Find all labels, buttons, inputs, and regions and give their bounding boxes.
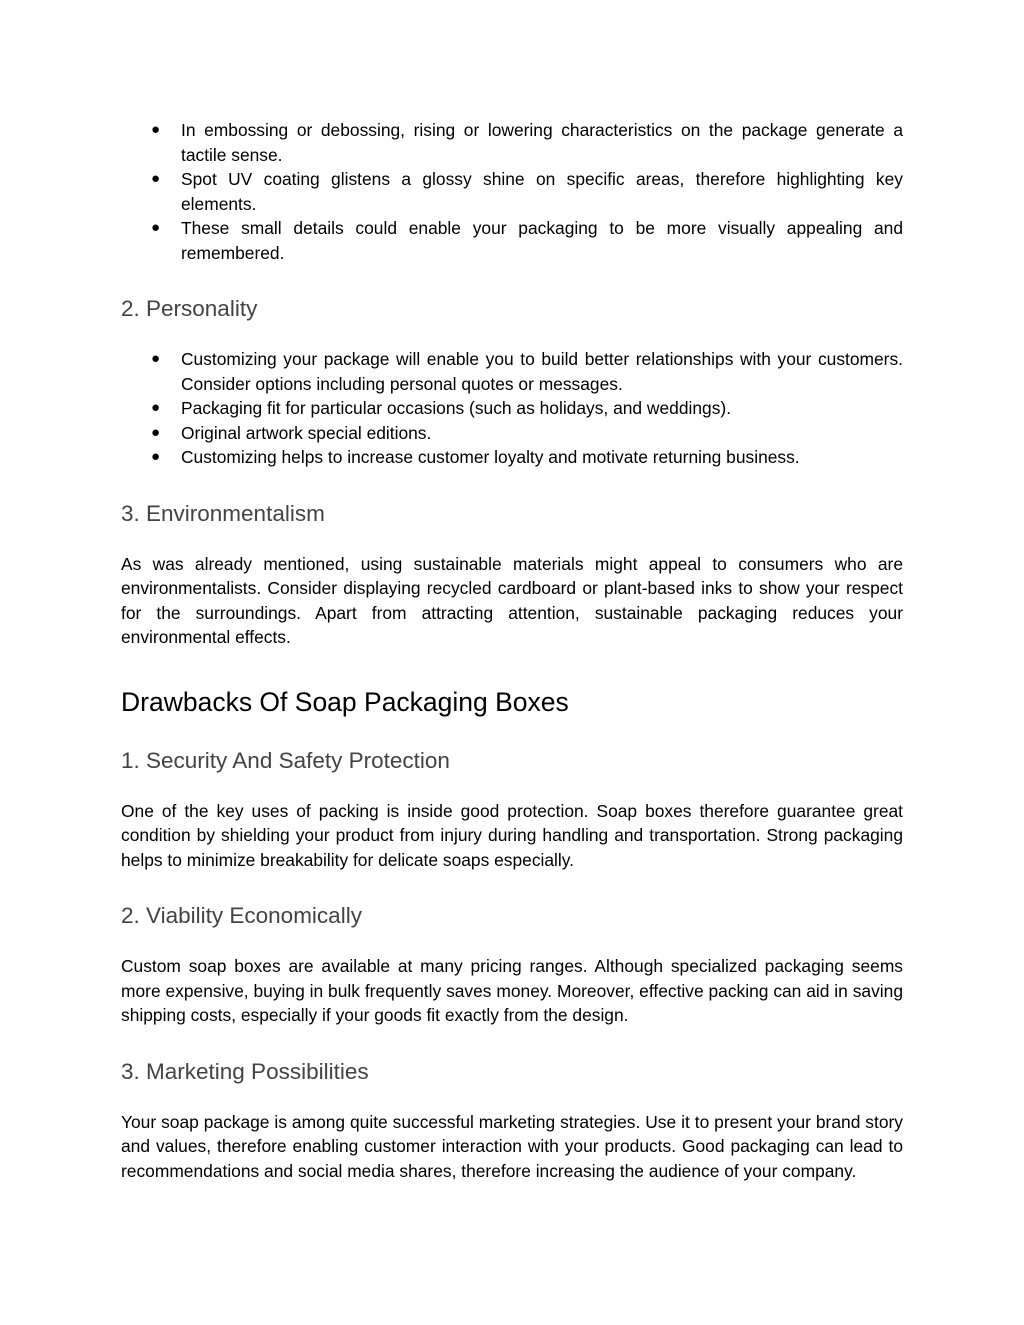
personality-list xyxy=(121,347,903,470)
list-item: ● Original artwork special editions. xyxy=(121,421,903,446)
section-heading-security: 1. Security And Safety Protection xyxy=(121,747,450,773)
marketing-paragraph: Your soap package is among quite successful marketing strategies. Use it to present your brand story and values, therefore enabling customer interaction with your products. Good packaging can lead to recommendations and social media shares, therefore increasing the audience of your company. xyxy=(121,1111,903,1181)
bullet-icon: ● xyxy=(151,423,161,441)
economics-paragraph: Custom soap boxes are available at many pricing ranges. Although specialized packaging seems more expensive, buying in bulk frequently saves money. Moreover, effective packing can aid in saving shipping costs, especially if your goods fit exactly from the design. xyxy=(121,956,903,1025)
list-item: ● Customizing helps to increase customer loyalty and motivate returning business. xyxy=(121,445,903,470)
section-heading-economics: 2. Viability Economically xyxy=(121,903,362,928)
environmentalism-paragraph: As was already mentioned, using sustainable materials might appeal to consumers who are environmentalists. Consider displaying recycled cardboard or plant-based inks to show your respect for the surroundings. Apart from attracting attention, sustainable packaging reduces your environmental effects. xyxy=(121,553,903,647)
bullet-icon: ● xyxy=(151,219,161,236)
bullet-icon: ● xyxy=(151,121,161,138)
security-paragraph: One of the key uses of packing is inside good protection. Soap boxes therefore guarantee great condition by shielding your product from injury during handling and transportation. Strong packaging helps to minimize breakability for delicate soaps especially. xyxy=(121,800,903,870)
list-item: ● Customizing your package will enable you to build better relationships with your customers. Consider options including personal quotes or messages. xyxy=(151,349,903,394)
list-item: ● These small details could enable your packaging to be more visually appealing and remembered. xyxy=(151,218,903,263)
bullet-icon: ● xyxy=(151,170,161,187)
section-heading-environmentalism: 3. Environmentalism xyxy=(121,500,325,526)
bullet-icon: ● xyxy=(151,350,161,367)
page-title: Drawbacks Of Soap Packaging Boxes xyxy=(121,686,569,717)
finish-details-list xyxy=(121,118,903,265)
bullet-icon: ● xyxy=(151,399,161,416)
section-heading-personality: 2. Personality xyxy=(121,296,258,321)
section-heading-marketing: 3. Marketing Possibilities xyxy=(121,1058,369,1084)
list-item: ● Packaging fit for particular occasions (such as holidays, and weddings). xyxy=(121,396,903,421)
list-item: ● Spot UV coating glistens a glossy shine on specific areas, therefore highlighting key elements. xyxy=(151,169,903,214)
bullet-icon: ● xyxy=(151,448,161,465)
list-item: ● In embossing or debossing, rising or lowering characteristics on the package generate a tactile sense. xyxy=(151,120,903,165)
